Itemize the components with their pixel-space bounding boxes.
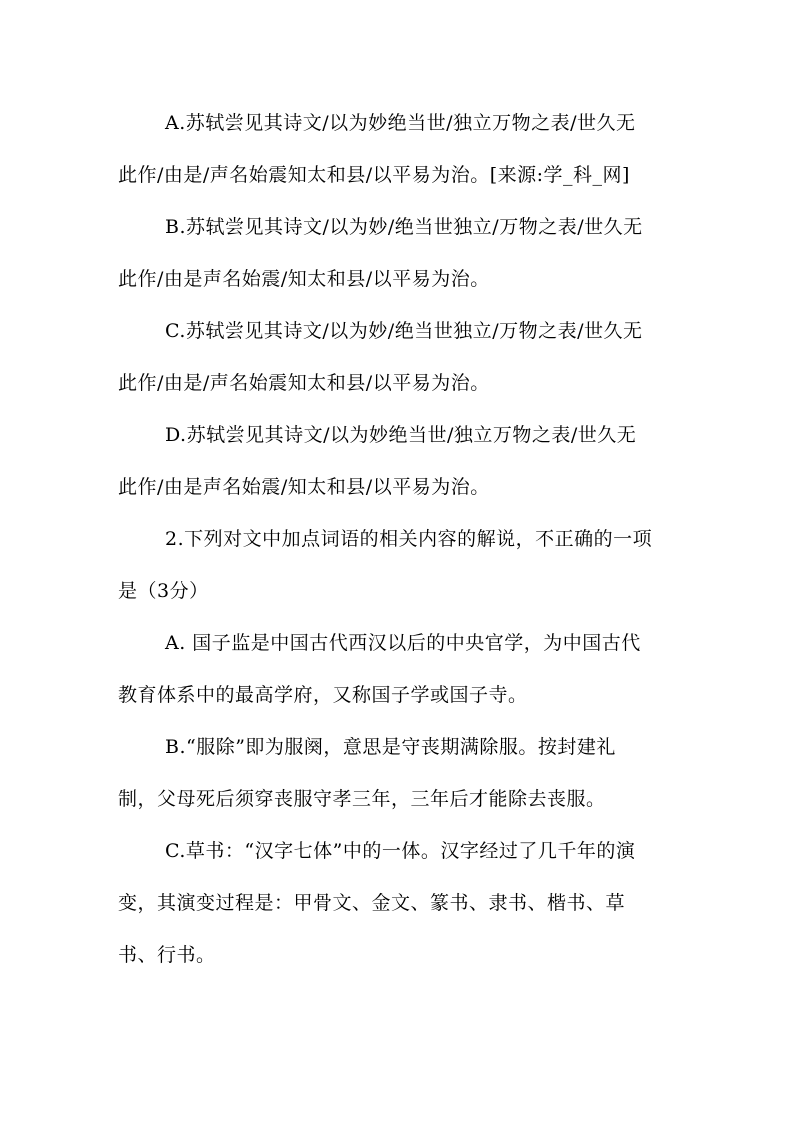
option-d-line-2: 此作/由是声名始震/知太和县/以平易为治。 [118, 476, 490, 498]
q2-option-b-line-1: B.“服除”即为服阕，意思是守丧期满除服。按封建礼 [165, 736, 616, 758]
option-d-line-1: D.苏轼尝见其诗文/以为妙绝当世/独立万物之表/世久无 [165, 424, 637, 446]
option-c-line-1: C.苏轼尝见其诗文/以为妙/绝当世独立/万物之表/世久无 [165, 320, 643, 342]
option-c-line-2: 此作/由是/声名始震知太和县/以平易为治。 [118, 372, 490, 394]
option-b-line-1: B.苏轼尝见其诗文/以为妙/绝当世独立/万物之表/世久无 [165, 216, 643, 238]
option-a-line-1: A.苏轼尝见其诗文/以为妙绝当世/独立万物之表/世久无 [165, 112, 636, 134]
option-a-line-2: 此作/由是/声名始震知太和县/以平易为治。[来源:学_科_网] [118, 164, 630, 186]
option-b-line-2: 此作/由是声名始震/知太和县/以平易为治。 [118, 268, 490, 290]
q2-option-b-line-2: 制，父母死后须穿丧服守孝三年，三年后才能除去丧服。 [118, 788, 606, 810]
q2-option-c-line-1: C.草书：“汉字七体”中的一体。汉字经过了几千年的演 [165, 840, 636, 862]
q2-option-a-line-2: 教育体系中的最高学府，又称国子学或国子寺。 [118, 684, 528, 706]
question-2-line-2: 是（3分） [118, 580, 209, 602]
q2-option-c-line-2: 变，其演变过程是：甲骨文、金文、篆书、隶书、楷书、草 [118, 892, 626, 914]
q2-option-c-line-3: 书、行书。 [118, 944, 216, 966]
q2-option-a-line-1: A. 国子监是中国古代西汉以后的中央官学，为中国古代 [165, 632, 641, 654]
question-2-line-1: 2.下列对文中加点词语的相关内容的解说，不正确的一项 [165, 528, 653, 550]
